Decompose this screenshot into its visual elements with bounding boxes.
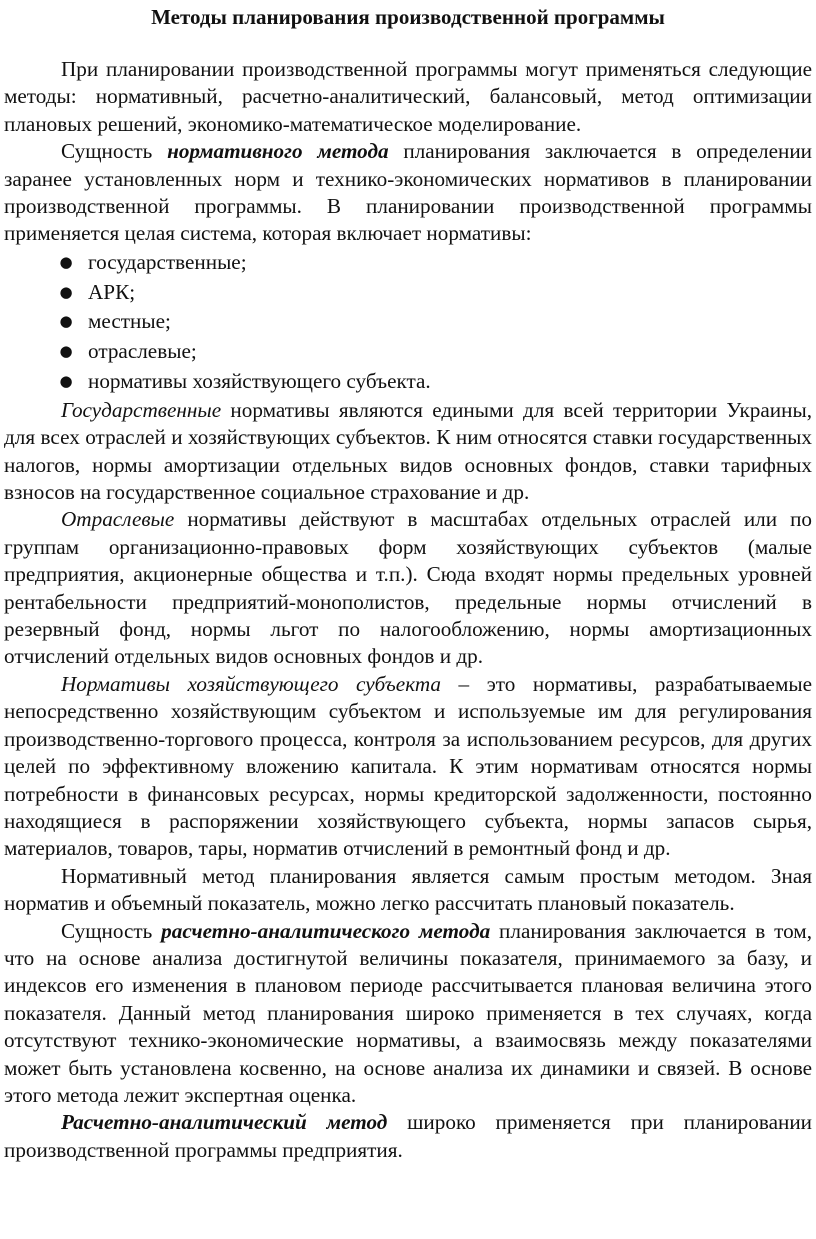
text: планирования заключается в определении заранее установленных норм и технико-экономических нормативов в планировании производственной программы. В планировании производственной программы применяется целая система, которая включает нормативы: <box>4 139 812 246</box>
list-item-text: местные; <box>88 309 171 334</box>
list-item <box>57 278 812 308</box>
list-item <box>57 367 812 397</box>
emphasis-industry-norms: Отраслевые <box>61 507 175 532</box>
text: нормативы действуют в масштабах отдельных отраслей или по группам организационно-правовых форм хозяйствующих субъектов (малые предприятия, акционерные общества и т.п.). Сюда входят нормы предельных уровней рентабельности предприятий-монополистов, предельные нормы отчислений в резервный фонд, нормы льгот по налогообложению, нормы амортизационных отчислений отдельных видов основных фондов и др. <box>4 507 812 669</box>
paragraph-analytical-usage <box>4 1109 812 1164</box>
paragraph-state-norms <box>4 397 812 507</box>
paragraph-analytical-method <box>4 918 812 1110</box>
list-item-text: государственные; <box>88 249 247 274</box>
emphasis-analytical-usage: Расчетно-аналитический метод <box>61 1110 388 1135</box>
list-item-text: нормативы хозяйствующего субъекта. <box>88 369 431 394</box>
text: – это нормативы, разрабатываемые непосредственно хозяйствующим субъектом и используемые им для регулирования производственно-торгового процесса, контроля за использованием ресурсов, для других целей по эффективному вложению капитала. К этим нормативам относятся нормы потребности в финансовых ресурсах, нормы кредиторской задолженности, постоянно находящиеся в распоряжении хозяйствующего субъекта, нормы запасов сырья, материалов, товаров, тары, норматив отчислений в ремонтный фонд и др. <box>4 671 812 861</box>
list-item <box>57 248 812 278</box>
emphasis-state-norms: Государственные <box>61 397 222 422</box>
bullet-icon: ● <box>59 372 73 391</box>
bullet-icon: ● <box>59 282 73 301</box>
bullet-icon: ● <box>59 342 73 361</box>
emphasis-entity-norms: Нормативы хозяйствующего субъекта <box>61 671 441 696</box>
bullet-icon: ● <box>59 252 73 271</box>
list-item-text: отраслевые; <box>88 339 197 364</box>
paragraph-entity-norms <box>4 671 812 863</box>
text: Сущность <box>61 918 162 943</box>
text: широко применяется при планировании производственной программы предприятия. <box>4 1110 812 1162</box>
text: планирования заключается в том, что на основе анализа достигнутой величины показателя, принимаемого за базу, и индексов его изменения в плановом периоде рассчитывается плановая величина этого показателя. Данный метод планирования широко применяется в тех случаях, когда отсутствуют технико-экономические нормативы, а взаимосвязь между показателями может быть установлена косвенно, на основе анализа их динамики и связей. В основе этого метода лежит экспертная оценка. <box>4 918 812 1107</box>
bullet-icon: ● <box>59 312 73 331</box>
text: Сущность <box>61 139 168 164</box>
list-item <box>57 307 812 337</box>
norms-list <box>4 248 812 397</box>
paragraph-methods-intro: При планировании производственной программы могут применяться следующие методы: нормативный, расчетно-аналитический, балансовый, метод оптимизации плановых решений, экономико-математическое моделирование. <box>4 57 812 136</box>
list-item-text: АРК; <box>88 279 136 304</box>
emphasis-normative-method: нормативного метода <box>167 139 389 164</box>
text: нормативы являются едиными для всей территории Украины, для всех отраслей и хозяйствующих субъектов. К ним относятся ставки государственных налогов, нормы амортизации отдельных видов основных фондов, ставки тарифных взносов на государственное социальное страхование и др. <box>4 397 812 505</box>
list-item <box>57 337 812 367</box>
document-title: Методы планирования производственной программы <box>151 5 665 29</box>
emphasis-analytical-method: расчетно-аналитического метода <box>161 918 491 943</box>
paragraph-normative-simple: Нормативный метод планирования является самым простым методом. Зная норматив и объемный показатель, можно легко рассчитать плановый показатель. <box>4 863 812 916</box>
paragraph-normative-method <box>4 138 812 248</box>
paragraph-industry-norms <box>4 506 812 670</box>
